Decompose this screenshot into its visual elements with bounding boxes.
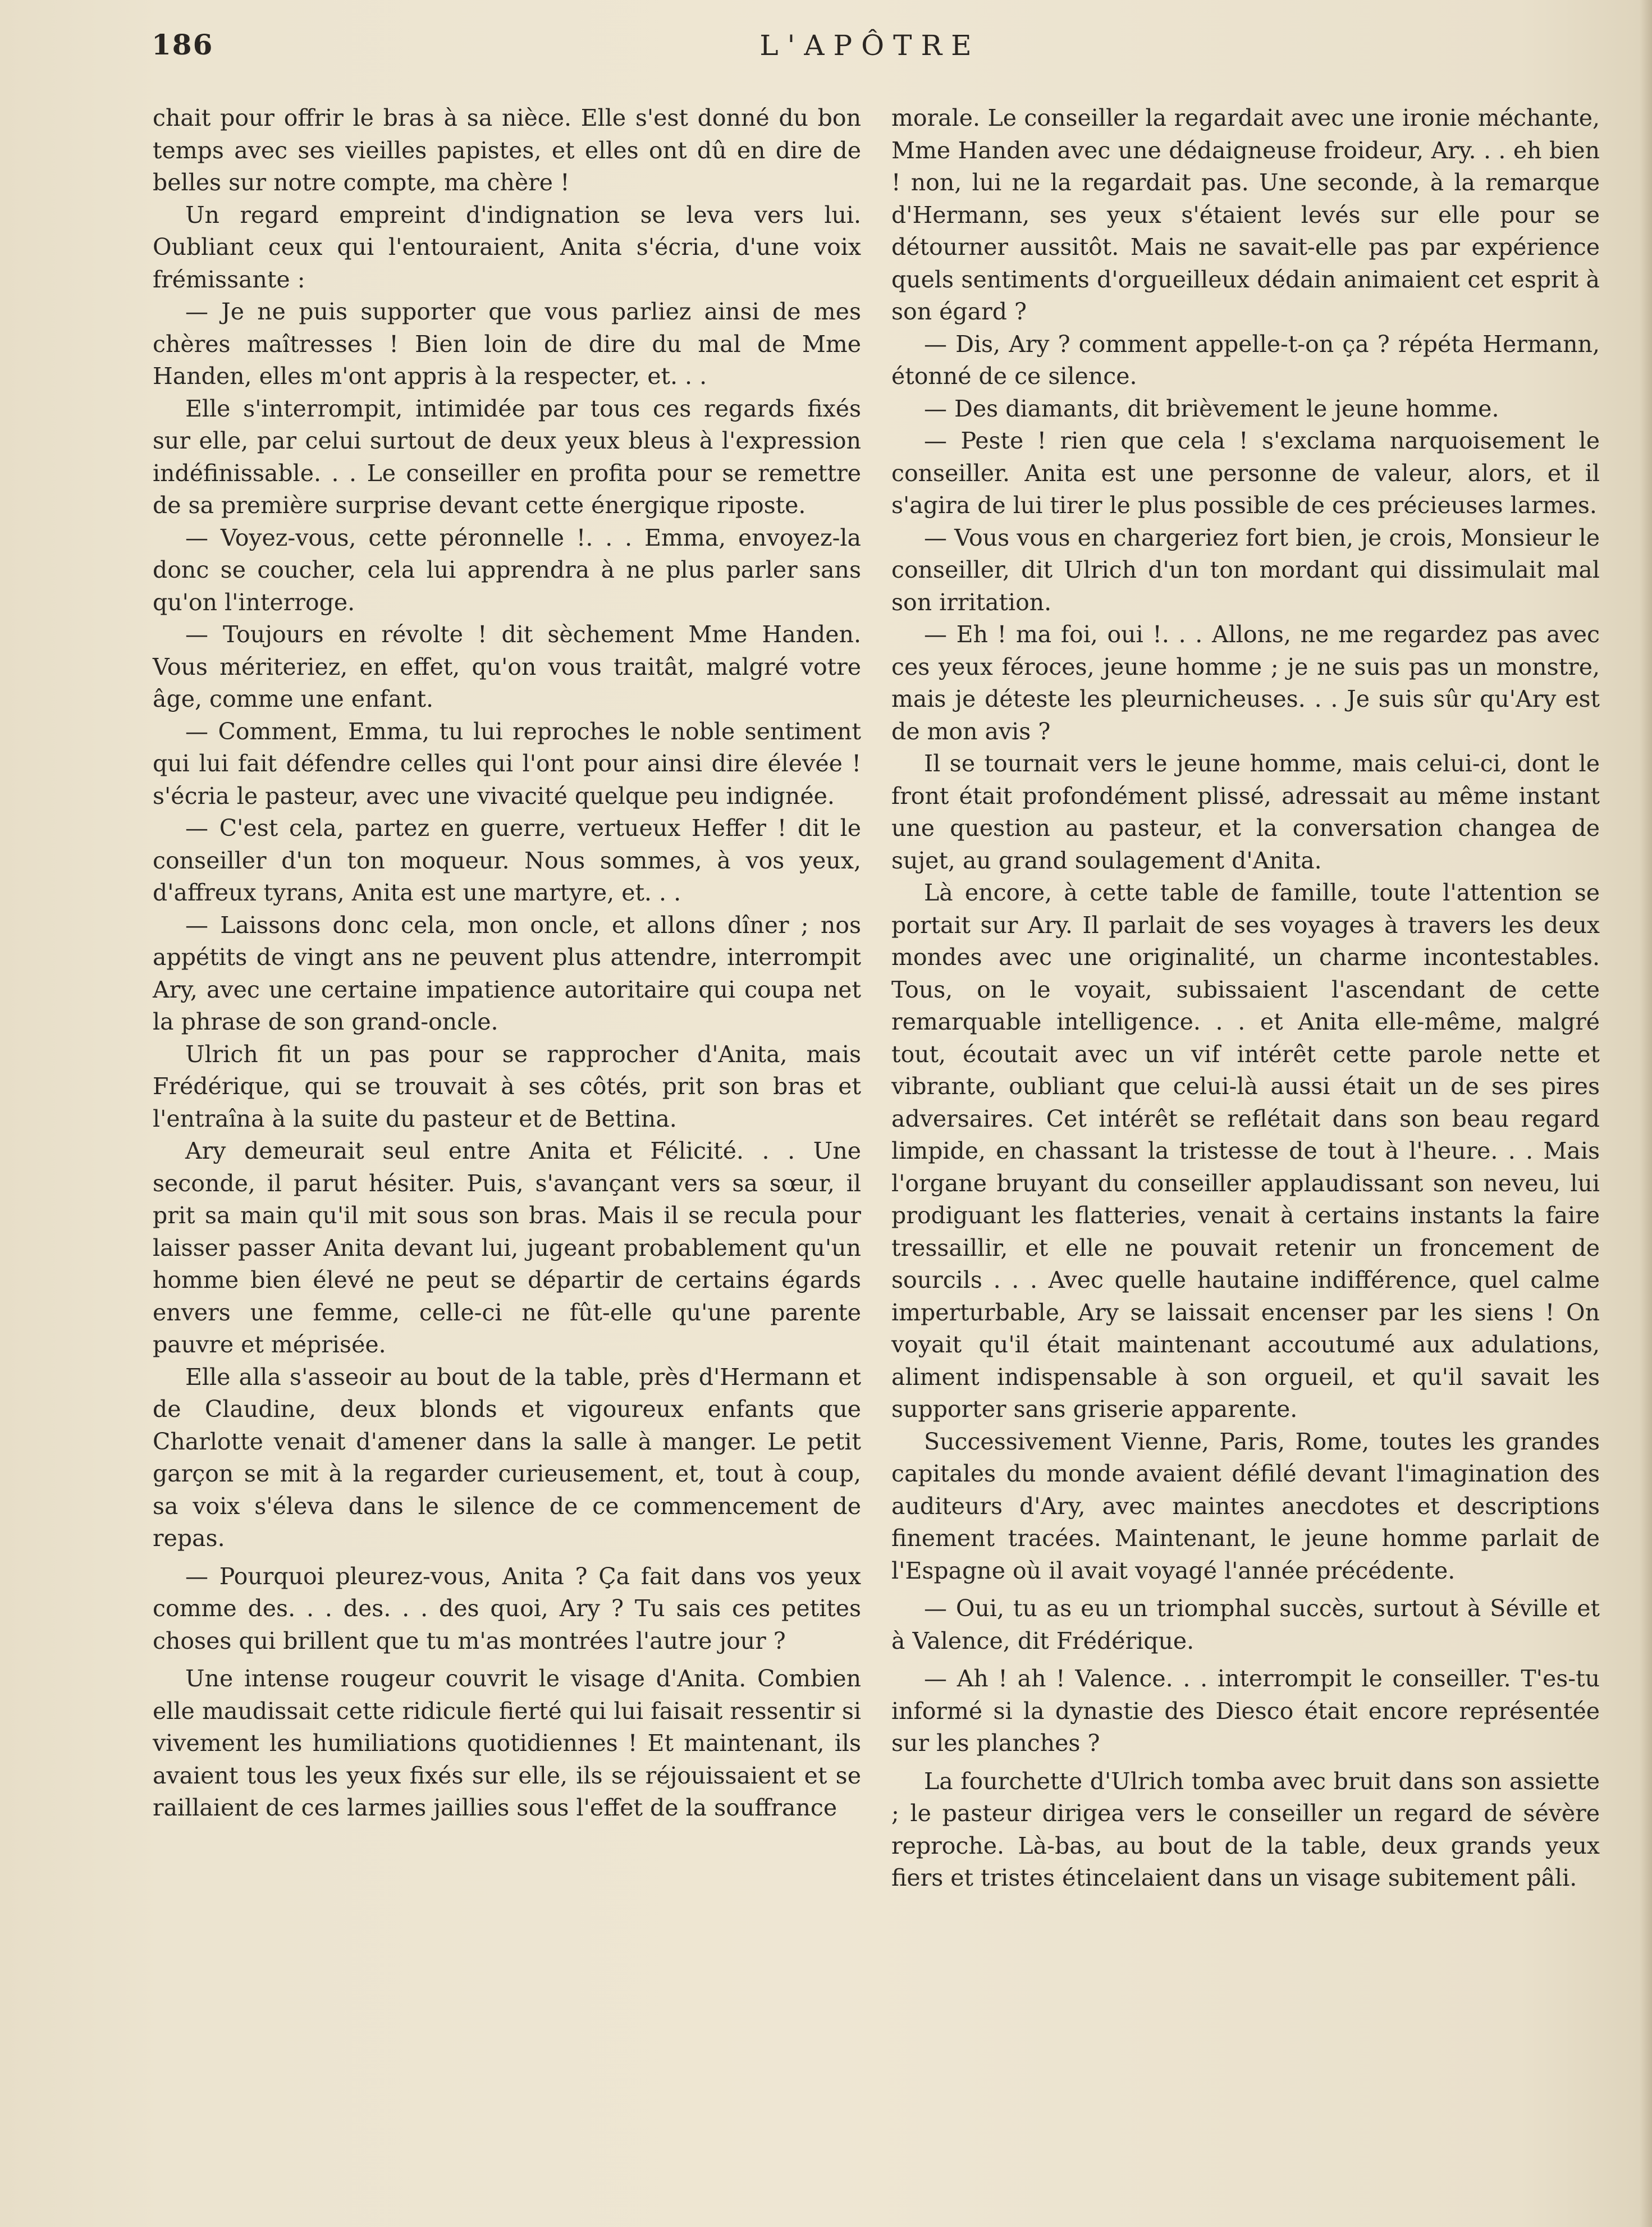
- right-column: [891, 102, 1600, 1895]
- paragraph: — Vous vous en chargeriez fort bien, je crois, Monsieur le conseiller, dit Ulrich d'un ton mordant qui dissimulait mal son irritation.: [891, 524, 1600, 616]
- paragraph: — Laissons donc cela, mon oncle, et allons dîner ; nos appétits de vingt ans ne peuvent plus attendre, interrompit Ary, avec une certaine impatience autoritaire qui coupa net la phrase de son grand-oncle.: [153, 911, 861, 1035]
- paragraph: — Toujours en révolte ! dit sèchement Mme Handen. Vous mériteriez, en effet, qu'on vous traitât, malgré votre âge, comme une enfant.: [153, 621, 861, 712]
- paragraph: — Pourquoi pleurez-vous, Anita ? Ça fait dans vos yeux comme des. . . des. . . des quoi, Ary ? Tu sais ces petites choses qui brillent que tu m'as montrées l'autre jour ?: [153, 1562, 861, 1654]
- paragraph: — Peste ! rien que cela ! s'exclama narquoisement le conseiller. Anita est une personne de valeur, alors, et il s'agira de lui tirer le plus possible de ces précieuses larmes.: [891, 427, 1600, 519]
- paragraph: — Voyez-vous, cette péronnelle !. . . Emma, envoyez-la donc se coucher, cela lui apprendra à ne plus parler sans qu'on l'interroge.: [153, 524, 861, 616]
- page-number: 186: [152, 28, 214, 61]
- left-column: [153, 102, 861, 1824]
- paragraph: Successivement Vienne, Paris, Rome, toutes les grandes capitales du monde avaient défilé devant l'imagination des auditeurs d'Ary, avec maintes anecdotes et descriptions finement tracées. Maintenant, le jeune homme parlait de l'Espagne où il avait voyagé l'année précédente.: [891, 1428, 1600, 1584]
- paragraph: chait pour offrir le bras à sa nièce. Elle s'est donné du bon temps avec ses vieilles papistes, et elles ont dû en dire de belles sur notre compte, ma chère !: [153, 104, 861, 196]
- paragraph: Il se tournait vers le jeune homme, mais celui-ci, dont le front était profondément plissé, adressait au même instant une question au pasteur, et la conversation changea de sujet, au grand soulagement d'Anita.: [891, 750, 1600, 874]
- paragraph: — Oui, tu as eu un triomphal succès, surtout à Séville et à Valence, dit Frédérique.: [891, 1595, 1600, 1654]
- paragraph: Là encore, à cette table de famille, toute l'attention se portait sur Ary. Il parlait de ses voyages à travers les deux mondes avec une originalité, un charme incontestables. Tous, on le voyait, subissaient l'ascendant de cette remarquable intelligence. . . et Anita elle-même, malgré tout, écoutait avec un vif intérêt cette parole nette et vibrante, oubliant que celui-là aussi était un de ses pires adversaires. Cet intérêt se reflétait dans son beau regard limpide, en chassant la tristesse de tout à l'heure. . . Mais l'organe bruyant du conseiller applaudissant son neveu, lui prodiguant les flatteries, venait à certains instants la faire tressaillir, et elle ne pouvait retenir un froncement de sourcils . . . Avec quelle hautaine indifférence, quel calme imperturbable, Ary se laissait encenser par les siens ! On voyait qu'il était maintenant accoutumé aux adulations, aliment indispensable à son orgueil, et qu'il savait les supporter sans griserie apparente.: [891, 879, 1600, 1423]
- page-header: [152, 28, 1589, 73]
- paragraph: La fourchette d'Ulrich tomba avec bruit dans son assiette ; le pasteur dirigea vers le conseiller un regard de sévère reproche. Là-bas, au bout de la table, deux grands yeux fiers et tristes étincelaient dans un visage subitement pâli.: [891, 1767, 1600, 1891]
- paragraph: Un regard empreint d'indignation se leva vers lui. Oubliant ceux qui l'entouraient, Anita s'écria, d'une voix frémissante :: [153, 201, 861, 293]
- page-edge-shadow: [1640, 0, 1652, 2227]
- paragraph: — C'est cela, partez en guerre, vertueux Heffer ! dit le conseiller d'un ton moqueur. Nous sommes, à vos yeux, d'affreux tyrans, Anita est une martyre, et. . .: [153, 815, 861, 906]
- paragraph: Ary demeurait seul entre Anita et Félicité. . . Une seconde, il parut hésiter. Puis, s'avançant vers sa sœur, il prit sa main qu'il mit sous son bras. Mais il se recula pour laisser passer Anita devant lui, jugeant probablement qu'un homme bien élevé ne peut se départir de certains égards envers une femme, celle-ci ne fût-elle qu'une parente pauvre et méprisée.: [153, 1137, 861, 1358]
- paragraph: Elle s'interrompit, intimidée par tous ces regards fixés sur elle, par celui surtout de deux yeux bleus à l'expression indéfinissable. . . Le conseiller en profita pour se remettre de sa première surprise devant cette énergique riposte.: [153, 395, 861, 519]
- running-title: L'APÔTRE: [759, 29, 981, 62]
- paragraph: Ulrich fit un pas pour se rapprocher d'Anita, mais Frédérique, qui se trouvait à ses côtés, prit son bras et l'entraîna à la suite du pasteur et de Bettina.: [153, 1040, 861, 1132]
- paragraph: morale. Le conseiller la regardait avec une ironie méchante, Mme Handen avec une dédaigneuse froideur, Ary. . . eh bien ! non, lui ne la regardait pas. Une seconde, à la remarque d'Hermann, ses yeux s'étaient levés sur elle pour se détourner aussitôt. Mais ne savait-elle pas par expérience quels sentiments d'orgueilleux dédain animaient cet esprit à son égard ?: [891, 104, 1600, 325]
- paragraph: — Eh ! ma foi, oui !. . . Allons, ne me regardez pas avec ces yeux féroces, jeune homme ; je ne suis pas un monstre, mais je déteste les pleurnicheuses. . . Je suis sûr qu'Ary est de mon avis ?: [891, 621, 1600, 745]
- paragraph: — Je ne puis supporter que vous parliez ainsi de mes chères maîtresses ! Bien loin de dire du mal de Mme Handen, elles m'ont appris à la respecter, et. . .: [153, 298, 861, 390]
- paragraph: — Des diamants, dit brièvement le jeune homme.: [924, 395, 1499, 422]
- paragraph: — Ah ! ah ! Valence. . . interrompit le conseiller. T'es-tu informé si la dynastie des Diesco était encore représentée sur les planches ?: [891, 1665, 1600, 1757]
- paragraph: Une intense rougeur couvrit le visage d'Anita. Combien elle maudissait cette ridicule fierté qui lui faisait ressentir si vivement les humiliations quotidiennes ! Et maintenant, ils avaient tous les yeux fixés sur elle, ils se réjouissaient et se raillaient de ces larmes jaillies sous l'effet de la souffrance: [153, 1665, 861, 1821]
- paragraph: — Comment, Emma, tu lui reproches le noble sentiment qui lui fait défendre celles qui l'ont pour ainsi dire élevée ! s'écria le pasteur, avec une vivacité quelque peu indignée.: [153, 717, 861, 810]
- paragraph: — Dis, Ary ? comment appelle-t-on ça ? répéta Hermann, étonné de ce silence.: [891, 330, 1600, 390]
- paragraph: Elle alla s'asseoir au bout de la table, près d'Hermann et de Claudine, deux blonds et vigoureux enfants que Charlotte venait d'amener dans la salle à manger. Le petit garçon se mit à la regarder curieusement, et, tout à coup, sa voix s'éleva dans le silence de ce commencement de repas.: [153, 1363, 861, 1552]
